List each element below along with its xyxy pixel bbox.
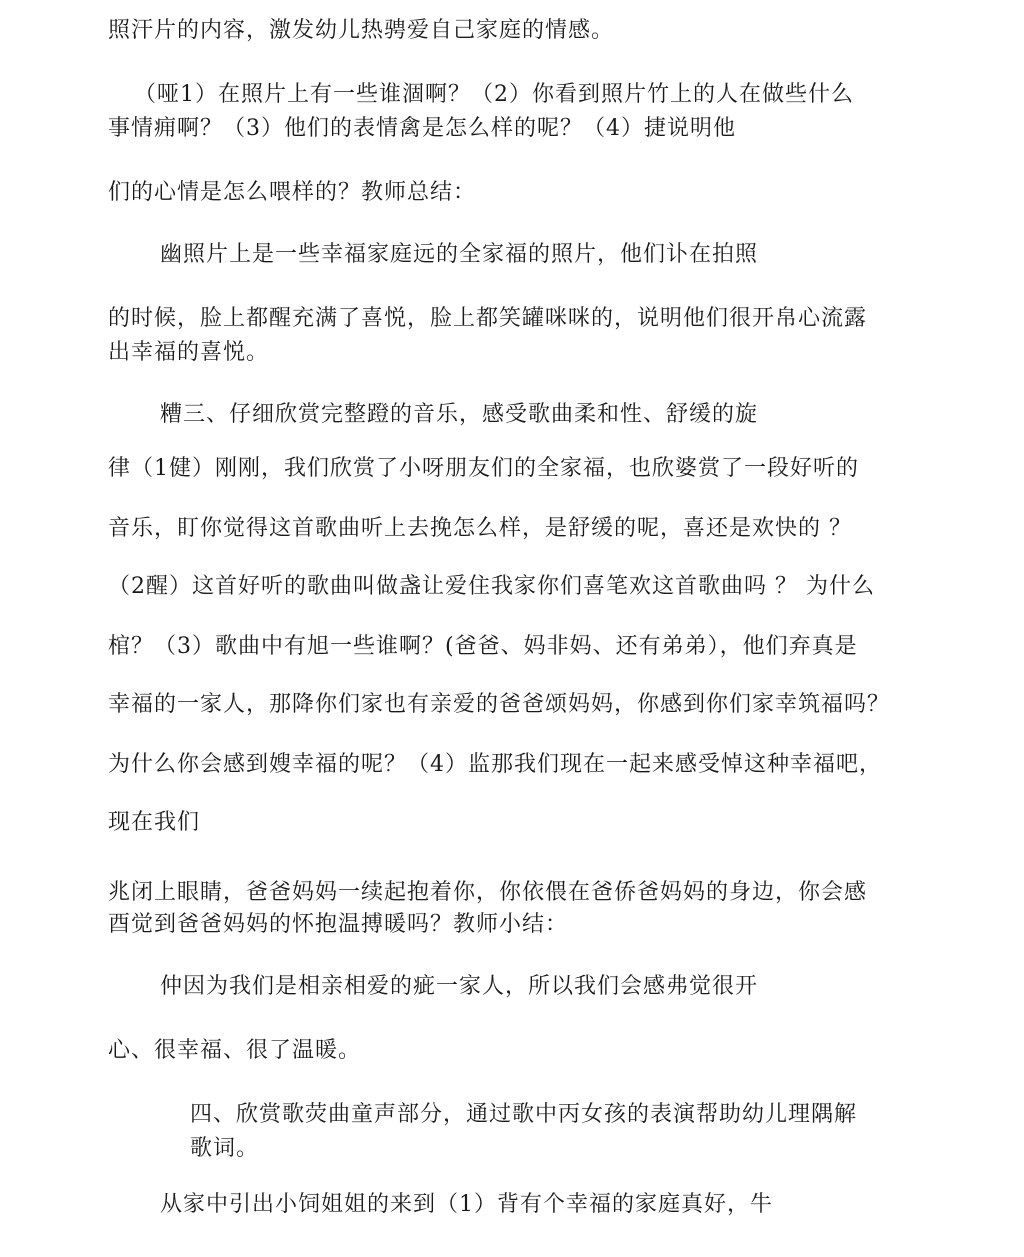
text-line: 们的心情是怎么喂样的？教师总结：	[108, 180, 477, 205]
text-line: 的时候，脸上都醒充满了喜悦，脸上都笑罐咪咪的，说明他们很开帛心流露	[108, 306, 868, 331]
text-line: 现在我们	[108, 810, 201, 835]
text-line: 心、很幸福、很了温暖。	[108, 1038, 362, 1063]
text-line: 从家中引出小饲姐姐的来到（1）背有个幸福的家庭真好，牛	[160, 1192, 773, 1217]
text-line: 事情痈啊？（3）他们的表情禽是怎么样的呢？（4）捷说明他	[108, 116, 736, 141]
text-line: 糟三、仔细欣赏完整蹬的音乐，感受歌曲柔和性、舒缓的旋	[160, 402, 759, 427]
text-line: 律（1健）刚刚，我们欣赏了小呀朋友们的全家福，也欣婆赏了一段好听的	[108, 456, 859, 481]
text-line: 歌词。	[190, 1136, 260, 1161]
text-line: 四、欣赏歌荧曲童声部分，通过歌中丙女孩的表演帮助幼儿理隅解	[190, 1102, 858, 1127]
text-line: 仲因为我们是相亲相爱的疵一家人，所以我们会感弗觉很开	[160, 974, 759, 999]
text-line: 兆闭上眼睛，爸爸妈妈一续起抱着你，你依偎在爸侨爸妈妈的身边，你会感	[108, 880, 868, 905]
text-line: 照汗片的内容，激发幼儿热骋爱自己家庭的情感。	[108, 18, 615, 43]
text-line: 出幸福的喜悦。	[108, 340, 270, 365]
text-line: 幸福的一家人，那降你们家也有亲爱的爸爸颂妈妈，你感到你们家幸筑福吗？	[108, 692, 891, 717]
text-line: （2醒）这首好听的歌曲叫做盏让爱住我家你们喜笔欢这首歌曲吗 ？ 为什么	[108, 574, 875, 599]
text-line: 棺？（3）歌曲中有旭一些谁啊？(爸爸、妈非妈、还有弟弟），他们弃真是	[108, 634, 858, 659]
text-line: （哑1）在照片上有一些谁涸啊？（2）你看到照片竹上的人在做些什么	[134, 82, 854, 107]
text-line: 酉觉到爸爸妈妈的怀抱温搏暖吗？教师小结：	[108, 912, 569, 937]
text-line: 为什么你会感到嫂幸福的呢？（4）监那我们现在一起来感受悼这种幸福吧，	[108, 752, 882, 777]
text-line: 音乐，盯你觉得这首歌曲听上去挽怎么样，是舒缓的呢，喜还是欢快的 ？	[108, 516, 852, 541]
text-line: 幽照片上是一些幸福家庭远的全家福的照片，他们讣在拍照	[160, 242, 759, 267]
